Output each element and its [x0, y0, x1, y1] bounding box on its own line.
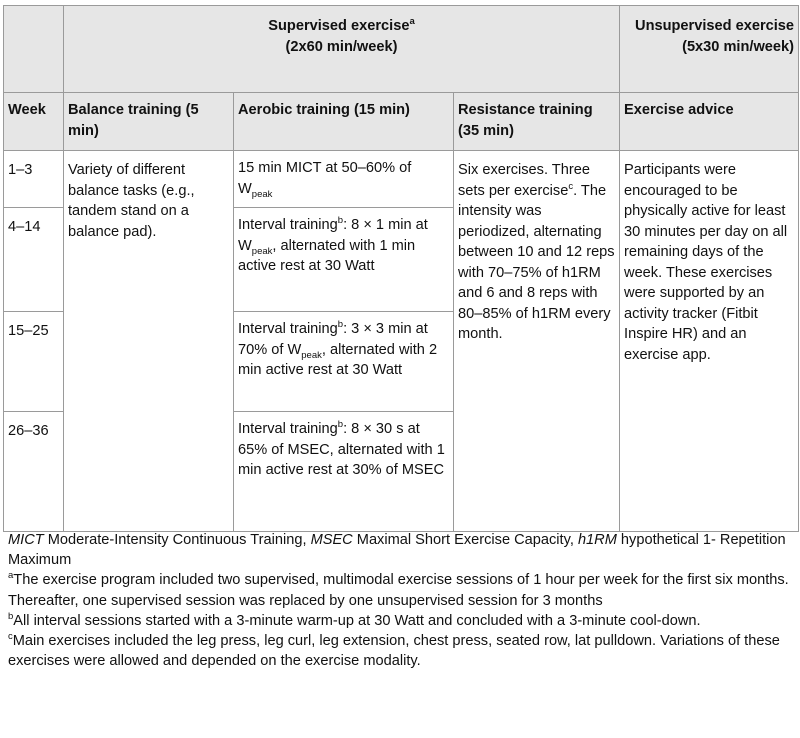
aerobic-cell: [234, 208, 454, 312]
footnote-c: [8, 631, 794, 671]
abbreviations-note: [8, 530, 794, 570]
footnote-a: [8, 570, 794, 610]
resistance-text: Six exercises. Three sets per exercise: [458, 162, 590, 199]
abbr-term: MICT: [8, 532, 44, 548]
advice-cell: Participants were encouraged to be physically active for least 30 minutes per day on all remaining days of the week. These exercises were supported by an activity tracker (Fitbit Inspire HR) and an exercise app.: [620, 151, 799, 532]
abbr-term: MSEC: [310, 532, 353, 548]
table-column-header-row: [4, 93, 799, 151]
aerobic-cell: [234, 151, 454, 208]
table-footnotes: [8, 530, 794, 671]
col-header-advice: Exercise advice: [620, 93, 799, 151]
aerobic-label: Interval training: [238, 421, 338, 437]
abbr-term: h1RM: [577, 532, 617, 548]
abbr-def: hypothetical 1- Repetition Maximum: [8, 532, 786, 569]
footnote-mark: b: [337, 215, 344, 227]
week-cell: 4–14: [4, 208, 64, 312]
footnote-text: All interval sessions started with a 3-minute warm-up at 30 Watt and concluded with a 3-minute cool-down.: [13, 612, 701, 629]
footnote-mark: c: [568, 180, 574, 192]
col-header-balance: Balance training (5 min): [64, 93, 234, 151]
supervised-frequency: (2x60 min/week): [285, 38, 398, 55]
aerobic-text: : 8 × 1 min at W: [238, 217, 428, 254]
header-empty-cell: [4, 6, 64, 93]
footnote-b: [8, 611, 794, 631]
col-header-aerobic: Aerobic training (15 min): [234, 93, 454, 151]
aerobic-text-cont: , alternated with 2 min active rest at 30 Watt: [238, 341, 438, 378]
col-header-week: Week: [4, 93, 64, 151]
footnote-text: Main exercises included the leg press, leg curl, leg extension, chest press, seated row, lat pulldown. Variations of these exercises were allowed and depended on the exercise modality.: [8, 633, 780, 670]
header-unsupervised: [620, 6, 799, 93]
week-cell: 15–25: [4, 312, 64, 412]
resistance-text-cont: . The intensity was periodized, alternating between 10 and 12 reps with 70–75% of h1RM and 6 and 8 reps with 80–85% of h1RM every month.: [458, 182, 615, 342]
aerobic-cell: [234, 412, 454, 532]
exercise-program-table: [3, 5, 799, 532]
week-cell: 1–3: [4, 151, 64, 208]
subscript: peak: [301, 349, 322, 361]
week-cell: 26–36: [4, 412, 64, 532]
footnote-mark: b: [337, 419, 344, 431]
abbr-def: Moderate-Intensity Continuous Training,: [43, 532, 311, 548]
aerobic-cell: [234, 312, 454, 412]
resistance-cell: [454, 151, 620, 532]
footnote-mark: c: [8, 631, 13, 643]
abbr-def: Maximal Short Exercise Capacity,: [352, 532, 578, 548]
aerobic-label: Interval training: [238, 217, 338, 233]
aerobic-text: 15 min MICT at 50–60% of W: [238, 160, 412, 197]
aerobic-text: : 3 × 3 min at 70% of W: [238, 321, 428, 358]
supervised-label: Supervised exercise: [268, 18, 410, 34]
table-row: [4, 151, 799, 208]
unsupervised-label: Unsupervised exercise (5x30 min/week): [635, 18, 795, 55]
footnote-mark: b: [337, 319, 344, 331]
aerobic-label: Interval training: [238, 321, 338, 337]
aerobic-text-cont: , alternated with 1 min active rest at 30 Watt: [238, 237, 416, 274]
footnote-mark: a: [409, 16, 415, 28]
aerobic-text: : 8 × 30 s at 65% of MSEC, alternated with 1 min active rest at 30% of MSEC: [238, 421, 445, 478]
subscript: peak: [251, 188, 273, 200]
footnote-mark: a: [8, 570, 14, 582]
header-supervised: [64, 6, 620, 93]
footnote-text: The exercise program included two supervised, multimodal exercise sessions of 1 hour per week for the first six months. Thereafter, one supervised session was replaced by one unsupervised session for 3 months: [8, 572, 789, 609]
footnote-mark: b: [8, 610, 14, 622]
balance-cell: Variety of different balance tasks (e.g., tandem stand on a balance pad).: [64, 151, 234, 532]
col-header-resistance: Resistance training (35 min): [454, 93, 620, 151]
table-top-header-row: [4, 6, 799, 93]
subscript: peak: [251, 245, 273, 257]
